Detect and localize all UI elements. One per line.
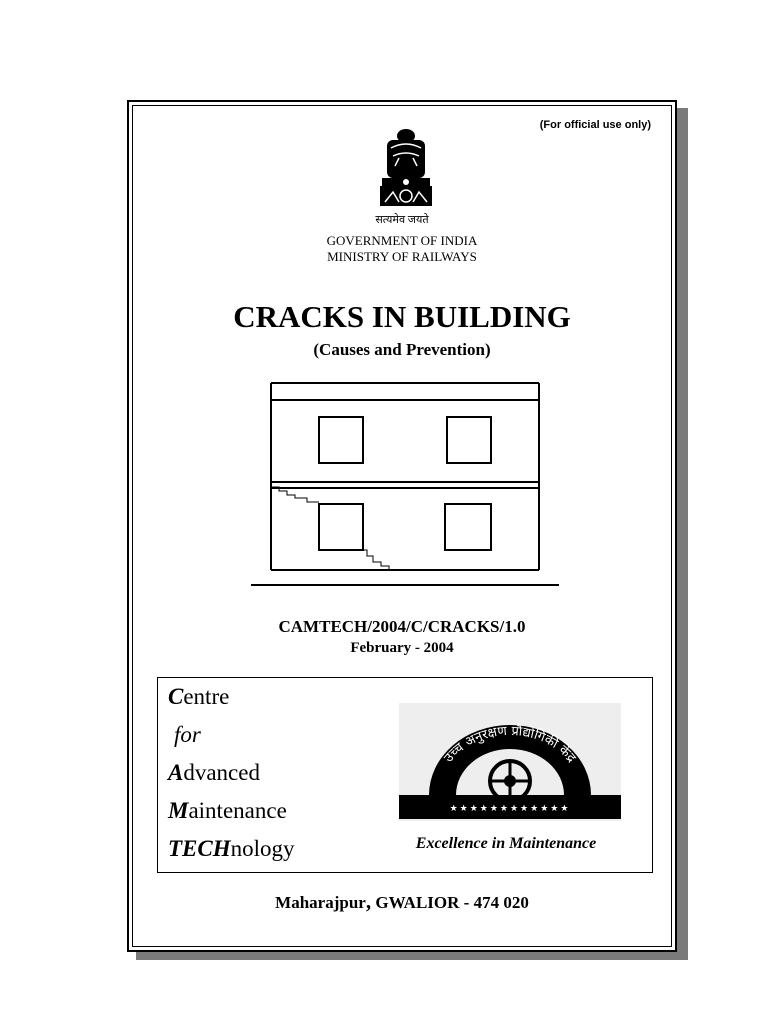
- acronym-line-advanced: Advanced: [168, 760, 260, 785]
- document-date: February - 2004: [350, 640, 454, 656]
- svg-text:★★★★★★★★★★★★: ★★★★★★★★★★★★: [449, 804, 571, 814]
- cracked-building-illustration: [247, 380, 563, 588]
- document-title: CRACKS IN BUILDING: [233, 299, 571, 334]
- emblem-motto: सत्यमेव जयते: [375, 214, 429, 226]
- government-block: [129, 233, 675, 265]
- acronym-line-maintenance: Maintenance: [168, 798, 287, 823]
- tagline: Excellence in Maintenance: [415, 835, 597, 852]
- official-use-label: (For official use only): [539, 119, 651, 131]
- government-line: GOVERNMENT OF INDIA: [326, 233, 478, 248]
- acronym-line-for: for: [174, 722, 201, 747]
- svg-text:उच्च अनुरक्षण प्रौद्योगिकी कें: उच्च अनुरक्षण प्रौद्योगिकी केंद्र: [441, 723, 579, 766]
- address: Maharajpur, GWALIOR - 474 020: [275, 889, 529, 913]
- document-number: CAMTECH/2004/C/CRACKS/1.0: [278, 617, 526, 636]
- national-emblem-icon: [373, 126, 439, 218]
- ministry-line: MINISTRY OF RAILWAYS: [327, 249, 477, 264]
- acronym-line-centre: Centre: [168, 684, 230, 709]
- camtech-box: [157, 677, 653, 873]
- camtech-logo-icon: [399, 703, 621, 821]
- cover-page: [127, 100, 677, 952]
- document-subtitle: (Causes and Prevention): [313, 340, 491, 359]
- acronym-line-technology: TECHnology: [168, 836, 295, 861]
